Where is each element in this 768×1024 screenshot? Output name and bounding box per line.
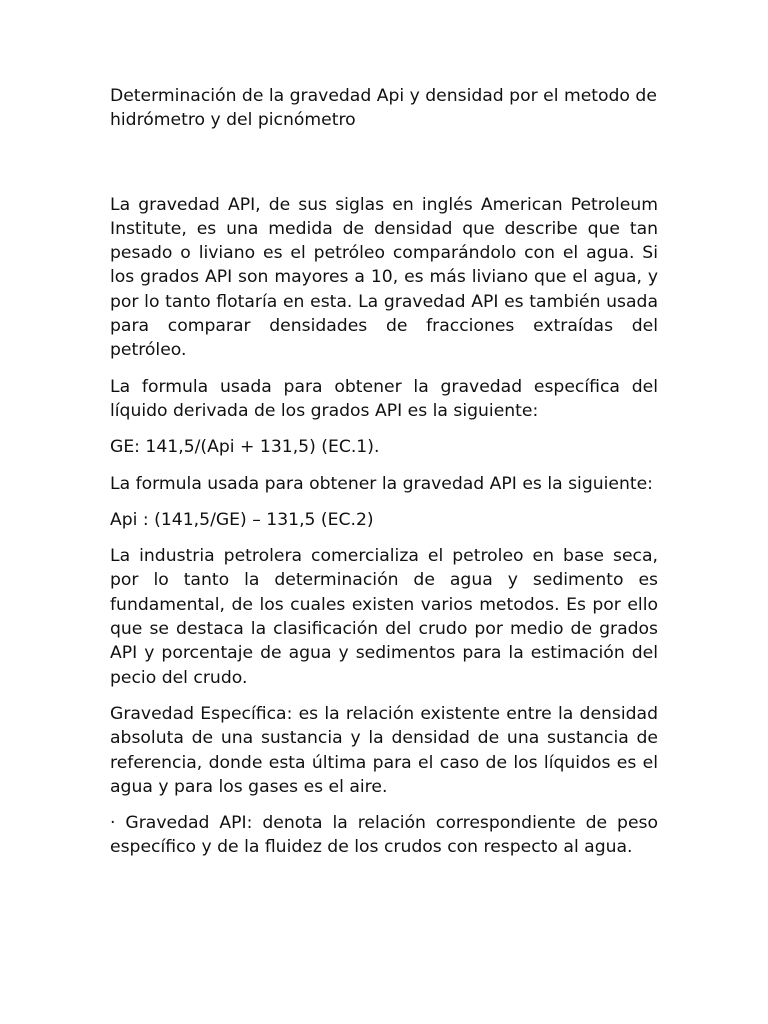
document-page — [110, 84, 658, 860]
paragraph-spacer — [110, 496, 658, 508]
paragraph-api-gravity-bullet: · Gravedad API: denota la relación correspondiente de peso específico y de la fluidez de los crudos con respecto al agua. — [110, 813, 658, 858]
paragraph-industry: La industria petrolera comercializa el petroleo en base seca, por lo tanto la determinación de agua y sedimento es fundamental, de los cuales existen varios metodos. Es por ello que se destaca la clasificación del crudo por medio de grados API y porcentaje de agua y sedimentos para la estimación del pecio del crudo. — [110, 546, 658, 688]
paragraph-spacer — [110, 690, 658, 702]
paragraph-spacer — [110, 460, 658, 472]
paragraph-ge-formula-intro: La formula usada para obtener la gravedad específica del líquido derivada de los grados API es la siguiente: — [110, 376, 658, 421]
paragraph-spacer — [110, 423, 658, 435]
paragraph-api-definition: La gravedad API, de sus siglas en inglés American Petroleum Institute, es una medida de densidad que describe que tan pesado o liviano es el petróleo comparándolo con el agua. Si los grados API son mayores a 10, es más liviano que el agua, y por lo tanto flotaría en esta. La gravedad API es también usada para comparar densidades de fracciones extraídas del petróleo. — [110, 194, 658, 361]
paragraph-api-formula-intro: La formula usada para obtener la gravedad API es la siguiente: — [110, 473, 653, 494]
paragraph-spacer — [110, 363, 658, 375]
paragraph-spacer — [110, 799, 658, 811]
document-title: Determinación de la gravedad Api y densidad por el metodo de hidrómetro y del picnómetro — [110, 86, 657, 131]
title-spacer — [110, 133, 658, 193]
equation-2: Api : (141,5/GE) – 131,5 (EC.2) — [110, 509, 374, 530]
equation-1: GE: 141,5/(Api + 131,5) (EC.1). — [110, 437, 380, 458]
paragraph-spacer — [110, 532, 658, 544]
paragraph-specific-gravity: Gravedad Específica: es la relación existente entre la densidad absoluta de una sustancia y la densidad de una sustancia de referencia, donde esta última para el caso de los líquidos es el agua y para los gases es el aire. — [110, 703, 658, 797]
